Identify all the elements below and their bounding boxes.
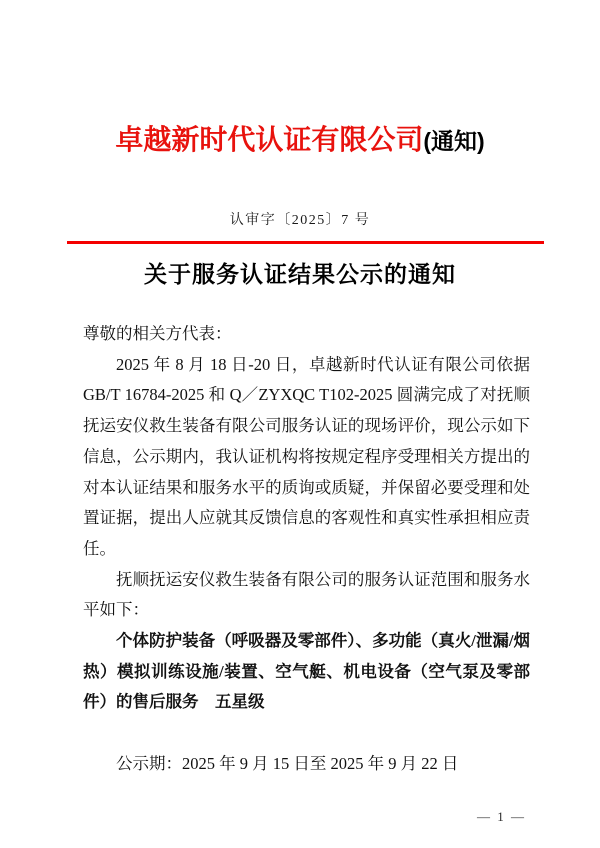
body-paragraph: 公示期：2025 年 9 月 15 日至 2025 年 9 月 22 日	[116, 754, 459, 774]
body-paragraph: 抚顺抚运安仪救生装备有限公司的服务认证范围和服务水平如下：	[83, 569, 530, 620]
body-paragraph: 个体防护装备（呼吸器及零部件）、多功能（真火/泄漏/烟热）模拟训练设施/装置、空气艇、机电设备（空气泵及零部件）的售后服务 五星级	[83, 631, 530, 712]
notice-body	[83, 319, 530, 780]
body-paragraph: 2025 年 8 月 18 日-20 日，卓越新时代认证有限公司依据 GB/T 16784-2025 和 Q／ZYXQC T102-2025 圆满完成了对抚顺抚运安仪救生装备有限公司服务认证的现场评价，现公示如下信息，公示期内，我认证机构将按规定程序受理相关方提出的对本认证结果和服务水平的质询或质疑，并保留必要受理和处置证据，提出人应就其反馈信息的客观性和真实性承担相应责任。	[83, 354, 530, 558]
header-divider-line	[67, 241, 544, 244]
doc-number: 认审字〔2025〕7 号	[229, 213, 371, 228]
page-title	[0, 122, 600, 157]
org-name-red-title: 卓越新时代认证有限公司	[115, 124, 424, 155]
notice-heading: 关于服务认证结果公示的通知	[144, 261, 456, 287]
page-number: — 1 —	[477, 808, 526, 824]
body-paragraphs	[83, 350, 530, 780]
doc-type-suffix: (通知)	[423, 128, 485, 154]
salutation: 尊敬的相关方代表：	[83, 324, 232, 343]
